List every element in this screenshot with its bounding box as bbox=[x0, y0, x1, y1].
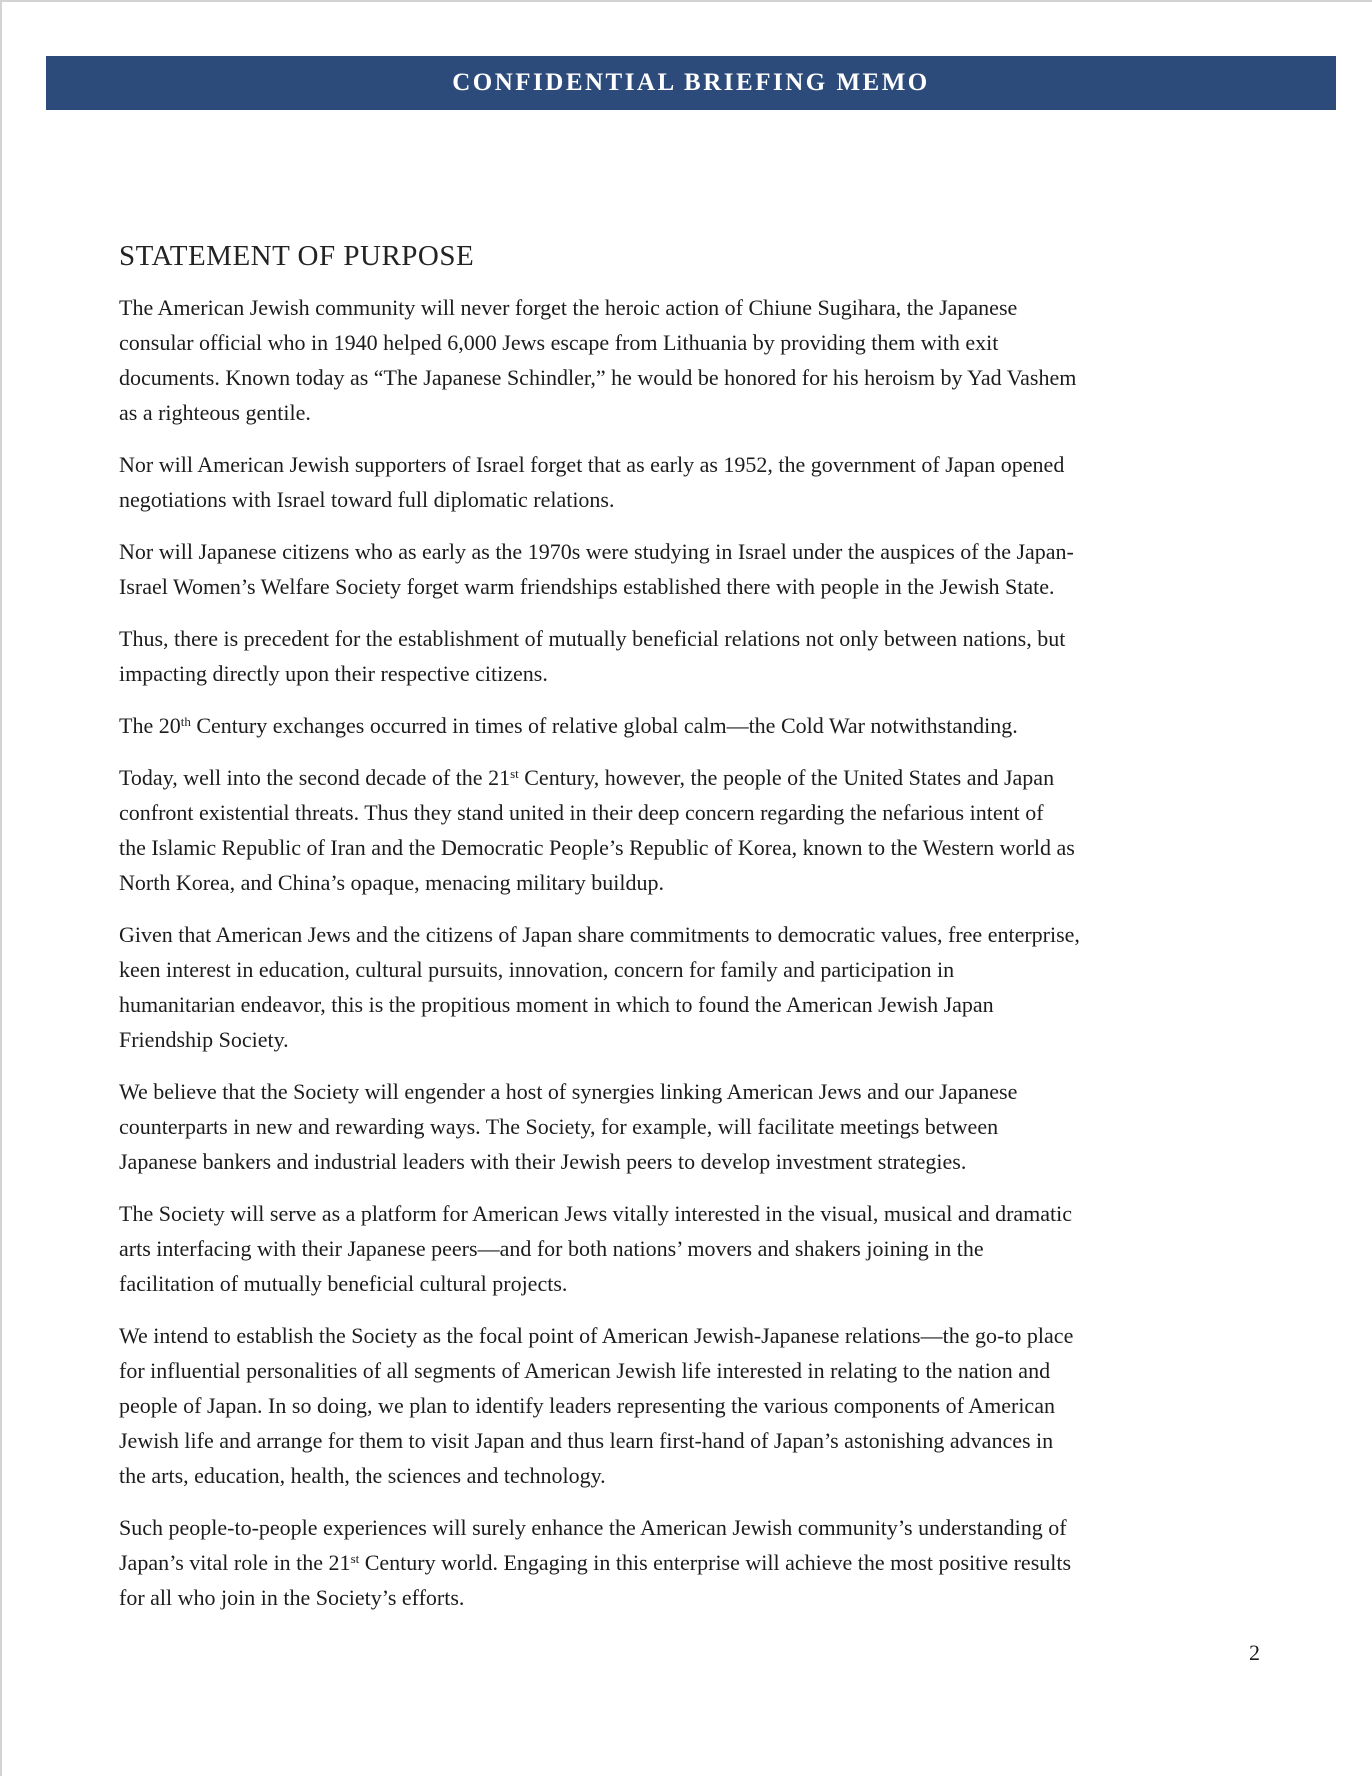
superscript-text: th bbox=[180, 714, 191, 729]
text-line bbox=[119, 952, 1279, 987]
paragraph bbox=[119, 447, 1279, 517]
text-line bbox=[119, 1510, 1279, 1545]
text-run: as a righteous gentile. bbox=[119, 400, 311, 425]
text-line bbox=[119, 917, 1279, 952]
text-line bbox=[119, 1353, 1279, 1388]
paragraph bbox=[119, 1196, 1279, 1301]
text-run: keen interest in education, cultural pursuits, innovation, concern for family and participation in bbox=[119, 957, 955, 982]
text-run: Century world. Engaging in this enterprise will achieve the most positive results bbox=[359, 1550, 1072, 1575]
text-line bbox=[119, 569, 1279, 604]
text-line bbox=[119, 360, 1279, 395]
text-run: negotiations with Israel toward full diplomatic relations. bbox=[119, 487, 615, 512]
text-line bbox=[119, 656, 1279, 691]
text-run: for all who join in the Society’s efforts. bbox=[119, 1585, 465, 1610]
text-line bbox=[119, 1144, 1279, 1179]
text-line bbox=[119, 987, 1279, 1022]
paragraph bbox=[119, 290, 1279, 430]
text-run: The Society will serve as a platform for American Jews vitally interested in the visual, musical and dramatic bbox=[119, 1201, 1073, 1226]
text-run: Jewish life and arrange for them to visit Japan and thus learn first-hand of Japan’s astonishing advances in bbox=[119, 1428, 1054, 1453]
section-heading: STATEMENT OF PURPOSE bbox=[119, 240, 475, 272]
text-run: counterparts in new and rewarding ways. The Society, for example, will facilitate meetings between bbox=[119, 1114, 999, 1139]
text-line bbox=[119, 1231, 1279, 1266]
page-number: 2 bbox=[1249, 1640, 1260, 1665]
paragraph bbox=[119, 1510, 1279, 1615]
superscript-text: st bbox=[350, 1551, 360, 1566]
text-run: Nor will American Jewish supporters of Israel forget that as early as 1952, the government of Japan opened bbox=[119, 452, 1065, 477]
text-run: humanitarian endeavor, this is the propitious moment in which to found the American Jewish Japan bbox=[119, 992, 994, 1017]
text-run: consular official who in 1940 helped 6,000 Jews escape from Lithuania by providing them with exit bbox=[119, 330, 999, 355]
paragraph bbox=[119, 534, 1279, 604]
text-run: We believe that the Society will engender a host of synergies linking American Jews and our Japanese bbox=[119, 1079, 1018, 1104]
text-run: Thus, there is precedent for the establishment of mutually beneficial relations not only between nations, but bbox=[119, 626, 1066, 651]
text-line bbox=[119, 621, 1279, 656]
text-run: people of Japan. In so doing, we plan to identify leaders representing the various components of American bbox=[119, 1393, 1055, 1418]
memo-header-bar bbox=[46, 56, 1336, 110]
memo-header-title: CONFIDENTIAL BRIEFING MEMO bbox=[452, 69, 930, 96]
text-run: Given that American Jews and the citizens of Japan share commitments to democratic values, free enterprise, bbox=[119, 922, 1080, 947]
text-run: Such people-to-people experiences will surely enhance the American Jewish community’s understanding of bbox=[119, 1515, 1067, 1540]
text-run: Friendship Society. bbox=[119, 1027, 289, 1052]
text-line bbox=[119, 1022, 1279, 1057]
text-line bbox=[119, 1388, 1279, 1423]
text-line bbox=[119, 760, 1279, 795]
text-run: We intend to establish the Society as the focal point of American Jewish-Japanese relations—the go-to place bbox=[119, 1323, 1074, 1348]
text-run: Today, well into the second decade of the 21 bbox=[119, 765, 511, 790]
paragraph bbox=[119, 1074, 1279, 1179]
text-run: Japanese bankers and industrial leaders with their Jewish peers to develop investment strategies. bbox=[119, 1149, 967, 1174]
text-line bbox=[119, 1266, 1279, 1301]
text-line bbox=[119, 830, 1279, 865]
text-run: Japan’s vital role in the 21 bbox=[119, 1550, 351, 1575]
text-run: the arts, education, health, the sciences and technology. bbox=[119, 1463, 606, 1488]
text-run: facilitation of mutually beneficial cultural projects. bbox=[119, 1271, 568, 1296]
text-run: the Islamic Republic of Iran and the Democratic People’s Republic of Korea, known to the Western world as bbox=[119, 835, 1075, 860]
text-run: The 20 bbox=[119, 713, 181, 738]
text-run: North Korea, and China’s opaque, menacing military buildup. bbox=[119, 870, 664, 895]
text-line bbox=[119, 708, 1279, 743]
paragraph bbox=[119, 708, 1279, 743]
text-line bbox=[119, 1196, 1279, 1231]
paragraph bbox=[119, 1318, 1279, 1493]
text-line bbox=[119, 1545, 1279, 1580]
text-line bbox=[119, 395, 1279, 430]
text-line bbox=[119, 325, 1279, 360]
text-line bbox=[119, 1458, 1279, 1493]
text-line bbox=[119, 1423, 1279, 1458]
text-line bbox=[119, 1318, 1279, 1353]
text-line bbox=[119, 534, 1279, 569]
memo-content bbox=[119, 238, 1279, 1632]
text-run: Nor will Japanese citizens who as early as the 1970s were studying in Israel under the auspices of the Japan- bbox=[119, 539, 1074, 564]
superscript-text: st bbox=[510, 766, 519, 781]
text-run: Century, however, the people of the United States and Japan bbox=[518, 765, 1055, 790]
memo-body bbox=[119, 290, 1279, 1615]
text-line bbox=[119, 795, 1279, 830]
text-run: impacting directly upon their respective citizens. bbox=[119, 661, 548, 686]
paragraph bbox=[119, 760, 1279, 900]
text-run: The American Jewish community will never forget the heroic action of Chiune Sugihara, the Japanese bbox=[119, 295, 1018, 320]
text-line bbox=[119, 290, 1279, 325]
text-run: Century exchanges occurred in times of relative global calm—the Cold War notwithstanding. bbox=[190, 713, 1018, 738]
text-run: documents. Known today as “The Japanese Schindler,” he would be honored for his heroism by Yad Vashem bbox=[119, 365, 1077, 390]
paragraph bbox=[119, 917, 1279, 1057]
text-run: for influential personalities of all segments of American Jewish life interested in relating to the nation and bbox=[119, 1358, 1051, 1383]
text-run: Israel Women’s Welfare Society forget warm friendships established there with people in the Jewish State. bbox=[119, 574, 1055, 599]
text-line bbox=[119, 865, 1279, 900]
text-line bbox=[119, 1109, 1279, 1144]
text-line bbox=[119, 1074, 1279, 1109]
text-run: confront existential threats. Thus they stand united in their deep concern regarding the nefarious intent of bbox=[119, 800, 1044, 825]
text-line bbox=[119, 447, 1279, 482]
text-line bbox=[119, 1580, 1279, 1615]
text-line bbox=[119, 482, 1279, 517]
text-run: arts interfacing with their Japanese peers—and for both nations’ movers and shakers joining in the bbox=[119, 1236, 984, 1261]
paragraph bbox=[119, 621, 1279, 691]
